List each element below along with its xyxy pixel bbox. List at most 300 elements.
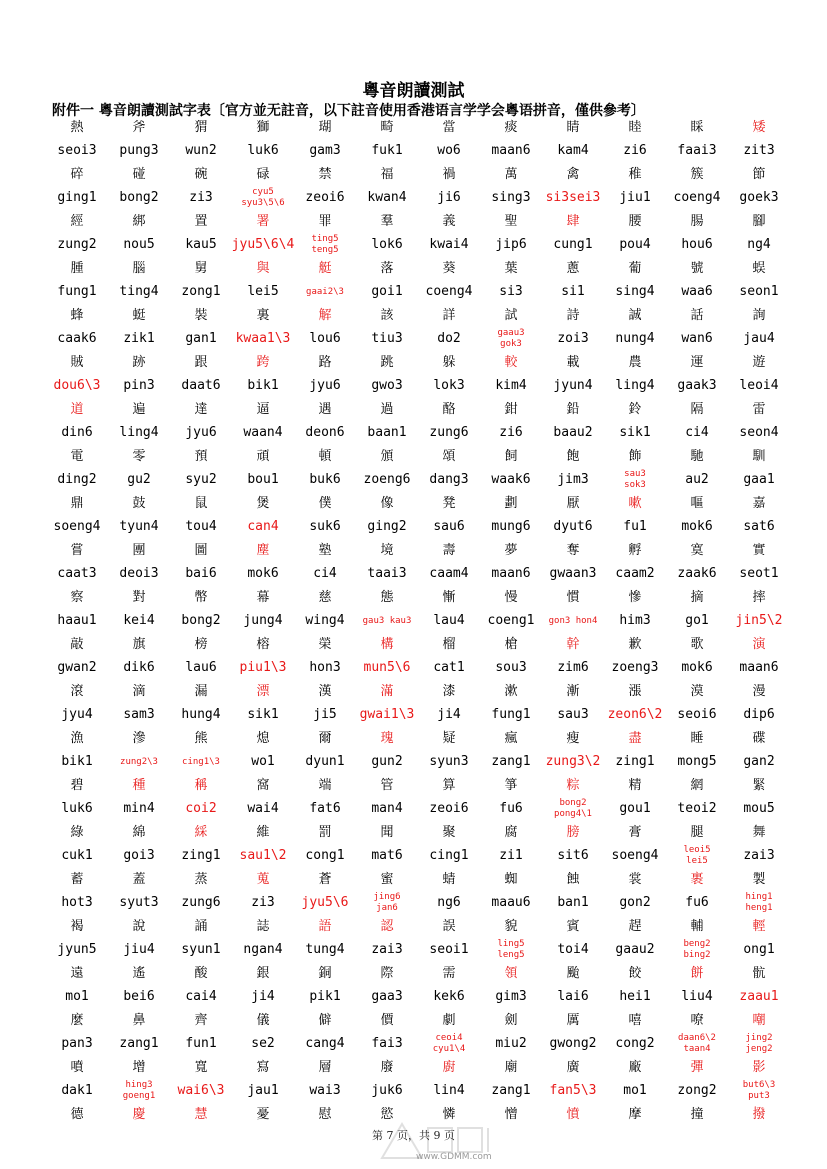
character: 鉛 (566, 402, 580, 417)
table-cell (356, 1057, 418, 1104)
table-cell (728, 305, 790, 352)
jyutping: gaak3 (677, 378, 717, 393)
table-cell (418, 211, 480, 258)
jyutping: tyun4 (119, 519, 159, 534)
character: 慢 (504, 590, 518, 605)
jyutping: kam4 (557, 143, 589, 158)
table-cell (604, 916, 666, 963)
jyutping: juk6 (371, 1083, 403, 1098)
table-cell (728, 916, 790, 963)
jyutping: au2 (685, 472, 709, 487)
table-cell (418, 916, 480, 963)
jyutping: mong5 (677, 754, 717, 769)
table-cell (294, 587, 356, 634)
page-title: 粵音朗讀測試 (362, 81, 465, 101)
character: 腿 (690, 825, 704, 840)
jyutping: ling4 (119, 425, 159, 440)
jyutping: lei5 (247, 284, 279, 299)
table-cell (46, 540, 108, 587)
jyutping: sam3 (123, 707, 155, 722)
jyutping: mok6 (681, 519, 713, 534)
character: 解 (318, 308, 332, 323)
jyutping: mat6 (371, 848, 403, 863)
jyutping: fat6 (309, 801, 341, 816)
jyutping: piu1\3 (239, 660, 287, 675)
table-cell (294, 963, 356, 1010)
table-cell (294, 258, 356, 305)
character: 實 (752, 543, 766, 558)
character: 圖 (194, 543, 208, 558)
jyutping: bai6 (185, 566, 217, 581)
character: 蜜 (380, 872, 394, 887)
jyutping: bik1 (247, 378, 279, 393)
jyutping: kei4 (123, 613, 155, 628)
jyutping: jyu6 (185, 425, 217, 440)
character: 漏 (194, 684, 208, 699)
table-cell (232, 1057, 294, 1104)
table-cell (232, 305, 294, 352)
jyutping: zang1 (119, 1036, 159, 1051)
character: 慣 (566, 590, 580, 605)
character: 劇 (442, 1013, 456, 1028)
jyutping: baau2 (553, 425, 593, 440)
character: 綵 (194, 825, 208, 840)
character: 裳 (628, 872, 642, 887)
jyutping: gun2 (371, 754, 403, 769)
table-cell (666, 1010, 728, 1057)
table-cell (232, 963, 294, 1010)
character: 孵 (628, 543, 642, 558)
character: 禽 (566, 167, 580, 182)
character: 嘹 (690, 1013, 704, 1028)
jyutping: zung3\2 (545, 754, 601, 769)
character: 熄 (256, 731, 270, 746)
character: 寫 (256, 1060, 270, 1075)
character: 慰 (318, 1107, 332, 1122)
jyutping: zong1 (181, 284, 221, 299)
table-cell (666, 587, 728, 634)
jyutping: si3 (499, 284, 523, 299)
character: 斧 (132, 120, 146, 135)
table-cell (604, 1104, 666, 1125)
table-cell (728, 963, 790, 1010)
table-cell (356, 493, 418, 540)
jyutping: sik1 (619, 425, 651, 440)
table-cell (542, 164, 604, 211)
character: 精 (628, 778, 642, 793)
jyutping: miu2 (495, 1036, 527, 1051)
jyutping: deon6 (305, 425, 345, 440)
jyutping: jing6 jan6 (373, 892, 401, 913)
jyutping: pan3 (61, 1036, 93, 1051)
character: 睬 (690, 120, 704, 135)
character: 噴 (70, 1060, 84, 1075)
character: 端 (318, 778, 332, 793)
jyutping: bong2 (119, 190, 159, 205)
table-cell (604, 634, 666, 681)
jyutping: kwan4 (367, 190, 407, 205)
jyutping: gwo3 (371, 378, 403, 393)
jyutping: jung4 (243, 613, 283, 628)
table-cell (170, 446, 232, 493)
jyutping: zeoi6 (429, 801, 469, 816)
character: 漂 (256, 684, 270, 699)
table-cell (728, 728, 790, 775)
jyutping: maau6 (491, 895, 531, 910)
table-cell (232, 117, 294, 164)
character: 摩 (628, 1107, 642, 1122)
jyutping: cat1 (433, 660, 465, 675)
table-cell (294, 775, 356, 822)
table-cell (418, 540, 480, 587)
jyutping: hot3 (61, 895, 93, 910)
jyutping: zai3 (371, 942, 403, 957)
jyutping: lok3 (433, 378, 465, 393)
character: 輔 (690, 919, 704, 934)
table-cell (604, 164, 666, 211)
character: 過 (380, 402, 394, 417)
table-cell (666, 305, 728, 352)
table-cell (108, 634, 170, 681)
jyutping: sou3 (495, 660, 527, 675)
table-cell (108, 1104, 170, 1125)
character: 聞 (380, 825, 394, 840)
character: 綁 (132, 214, 146, 229)
jyutping: syun3 (429, 754, 469, 769)
character: 齊 (194, 1013, 208, 1028)
table-cell (170, 775, 232, 822)
jyutping: gau3 kau3 (362, 615, 412, 626)
table-cell (418, 587, 480, 634)
character: 詢 (752, 308, 766, 323)
table-cell (542, 493, 604, 540)
character: 酪 (442, 402, 456, 417)
character: 廣 (566, 1060, 580, 1075)
jyutping: se2 (251, 1036, 275, 1051)
table-cell (356, 869, 418, 916)
table-cell (666, 634, 728, 681)
table-cell (480, 540, 542, 587)
table-cell (46, 258, 108, 305)
table-cell (728, 352, 790, 399)
table-cell (108, 164, 170, 211)
table-cell (542, 305, 604, 352)
character: 漫 (752, 684, 766, 699)
table-cell (666, 869, 728, 916)
character: 遇 (318, 402, 332, 417)
jyutping: caak6 (57, 331, 97, 346)
jyutping: caam2 (615, 566, 655, 581)
character: 跳 (380, 355, 394, 370)
table-cell (728, 869, 790, 916)
table-cell (170, 352, 232, 399)
jyutping: ng6 (437, 895, 461, 910)
table-cell (480, 963, 542, 1010)
table-cell (356, 728, 418, 775)
character: 誦 (194, 919, 208, 934)
jyutping: dou6\3 (53, 378, 101, 393)
character: 署 (256, 214, 270, 229)
table-cell (46, 1057, 108, 1104)
character: 瘋 (504, 731, 518, 746)
jyutping: jin5\2 (735, 613, 783, 628)
table-cell (542, 728, 604, 775)
character: 碎 (70, 167, 84, 182)
table-cell (232, 164, 294, 211)
character: 鼻 (132, 1013, 146, 1028)
character: 腳 (752, 214, 766, 229)
table-cell (480, 399, 542, 446)
table-cell (728, 587, 790, 634)
table-cell (604, 117, 666, 164)
table-cell (728, 1057, 790, 1104)
jyutping: gan2 (743, 754, 775, 769)
character: 語 (318, 919, 332, 934)
character: 賓 (566, 919, 580, 934)
table-cell (108, 117, 170, 164)
table-cell (418, 164, 480, 211)
jyutping: jyu5\6 (301, 895, 349, 910)
table-cell (480, 164, 542, 211)
table-cell (666, 258, 728, 305)
jyutping: seoi6 (677, 707, 717, 722)
jyutping: zi3 (189, 190, 213, 205)
jyutping: nung4 (615, 331, 655, 346)
character: 裹 (690, 872, 704, 887)
character: 腸 (690, 214, 704, 229)
table-cell (666, 963, 728, 1010)
character: 舅 (194, 261, 208, 276)
table-cell (542, 822, 604, 869)
table-cell (170, 211, 232, 258)
character: 撥 (752, 1107, 766, 1122)
character: 慾 (380, 1107, 394, 1122)
character: 嘔 (690, 496, 704, 511)
table-cell (294, 211, 356, 258)
jyutping: coeng1 (487, 613, 535, 628)
jyutping: fung1 (57, 284, 97, 299)
jyutping: daat6 (181, 378, 221, 393)
jyutping: wun2 (185, 143, 217, 158)
table-cell (480, 634, 542, 681)
character: 腰 (628, 214, 642, 229)
character: 膀 (566, 825, 580, 840)
character: 禁 (318, 167, 332, 182)
character: 熱 (70, 120, 84, 135)
jyutping: tiu3 (371, 331, 403, 346)
table-cell (294, 822, 356, 869)
character: 團 (132, 543, 146, 558)
table-cell (294, 916, 356, 963)
character: 零 (132, 449, 146, 464)
jyutping: jip6 (495, 237, 527, 252)
table-cell (728, 1104, 790, 1125)
jyutping: mung6 (491, 519, 531, 534)
character: 畸 (380, 120, 394, 135)
table-cell (542, 869, 604, 916)
jyutping: zing1 (181, 848, 221, 863)
table-cell (604, 587, 666, 634)
jyutping: ling4 (615, 378, 655, 393)
character: 歌 (690, 637, 704, 652)
table-cell (232, 352, 294, 399)
character: 睦 (628, 120, 642, 135)
jyutping: mo1 (623, 1083, 647, 1098)
table-cell (418, 728, 480, 775)
jyutping: jyu4 (61, 707, 93, 722)
table-cell (418, 775, 480, 822)
character: 種 (132, 778, 146, 793)
table-cell (480, 728, 542, 775)
table-cell (666, 540, 728, 587)
table-cell (728, 211, 790, 258)
character: 跟 (194, 355, 208, 370)
character: 蔥 (566, 261, 580, 276)
character: 稱 (194, 778, 208, 793)
jyutping: gu2 (127, 472, 151, 487)
jyutping: cai4 (185, 989, 217, 1004)
character: 賊 (70, 355, 84, 370)
jyutping: zeon6\2 (607, 707, 663, 722)
character: 憐 (442, 1107, 456, 1122)
table-cell (232, 728, 294, 775)
character: 榜 (194, 637, 208, 652)
jyutping: si1 (561, 284, 585, 299)
jyutping: gan1 (185, 331, 217, 346)
character: 蓋 (132, 872, 146, 887)
table-cell (666, 728, 728, 775)
character: 影 (752, 1060, 766, 1075)
table-cell (46, 352, 108, 399)
character: 慶 (132, 1107, 146, 1122)
table-cell (356, 164, 418, 211)
jyutping: zi6 (499, 425, 523, 440)
table-cell (108, 446, 170, 493)
table-cell (728, 164, 790, 211)
table-cell (170, 1104, 232, 1125)
jyutping: ji4 (251, 989, 275, 1004)
jyutping: cyu5 syu3\5\6 (241, 187, 285, 208)
table-cell (108, 869, 170, 916)
character: 僻 (318, 1013, 332, 1028)
table-cell (418, 493, 480, 540)
jyutping: syut3 (119, 895, 159, 910)
table-cell (294, 869, 356, 916)
jyutping: bei6 (123, 989, 155, 1004)
table-cell (542, 540, 604, 587)
table-cell (294, 164, 356, 211)
table-cell (170, 493, 232, 540)
jyutping: coi2 (185, 801, 217, 816)
table-cell (232, 1104, 294, 1125)
table-cell (46, 493, 108, 540)
table-cell (480, 211, 542, 258)
character: 劃 (504, 496, 518, 511)
table-cell (418, 305, 480, 352)
jyutping: sing3 (491, 190, 531, 205)
character: 滾 (70, 684, 84, 699)
jyutping: gaai2\3 (306, 286, 344, 297)
character: 寬 (194, 1060, 208, 1075)
jyutping: gaau2 (615, 942, 655, 957)
table-cell (728, 1010, 790, 1057)
character: 壽 (442, 543, 456, 558)
character: 跡 (132, 355, 146, 370)
jyutping: hon3 (309, 660, 341, 675)
character: 預 (194, 449, 208, 464)
table-cell (170, 963, 232, 1010)
character: 演 (752, 637, 766, 652)
table-cell (170, 1010, 232, 1057)
jyutping: fun1 (185, 1036, 217, 1051)
table-cell (666, 822, 728, 869)
table-cell (418, 1057, 480, 1104)
table-cell (232, 681, 294, 728)
table-cell (232, 258, 294, 305)
character: 維 (256, 825, 270, 840)
table-cell (542, 117, 604, 164)
character: 爾 (318, 731, 332, 746)
table-cell (480, 258, 542, 305)
table-cell (294, 681, 356, 728)
table-cell (356, 305, 418, 352)
character: 嘉 (752, 496, 766, 511)
character: 稚 (628, 167, 642, 182)
character: 槍 (504, 637, 518, 652)
character: 蒼 (318, 872, 332, 887)
table-cell (480, 1057, 542, 1104)
jyutping: hing3 goeng1 (122, 1080, 156, 1101)
character: 算 (442, 778, 456, 793)
table-cell (604, 681, 666, 728)
jyutping: seoi3 (57, 143, 97, 158)
table-cell (604, 305, 666, 352)
table-cell (294, 1104, 356, 1125)
character: 儀 (256, 1013, 270, 1028)
character: 廚 (442, 1060, 456, 1075)
character: 慚 (442, 590, 456, 605)
character: 與 (256, 261, 270, 276)
table-cell (480, 587, 542, 634)
jyutping: sing4 (615, 284, 655, 299)
jyutping: gon3 hon4 (548, 615, 598, 626)
character: 領 (504, 966, 518, 981)
table-cell (604, 728, 666, 775)
character: 痰 (504, 120, 518, 135)
table-cell (418, 963, 480, 1010)
jyutping: jiu1 (619, 190, 651, 205)
jyutping: mun5\6 (363, 660, 411, 675)
jyutping: gwan2 (57, 660, 97, 675)
table-cell (666, 211, 728, 258)
jyutping: ting4 (119, 284, 159, 299)
character: 電 (70, 449, 84, 464)
character: 萬 (504, 167, 518, 182)
jyutping: sik1 (247, 707, 279, 722)
jyutping: gaau3 gok3 (497, 328, 525, 349)
jyutping: jyu5\6\4 (231, 237, 295, 252)
table-cell (232, 446, 294, 493)
character: 落 (380, 261, 394, 276)
character: 睛 (566, 120, 580, 135)
jyutping: daan6\2 taan4 (678, 1033, 716, 1054)
table-cell (356, 399, 418, 446)
table-cell (170, 681, 232, 728)
jyutping: bik1 (61, 754, 93, 769)
jyutping: him3 (619, 613, 651, 628)
jyutping: waak6 (491, 472, 531, 487)
jyutping: zung6 (429, 425, 469, 440)
